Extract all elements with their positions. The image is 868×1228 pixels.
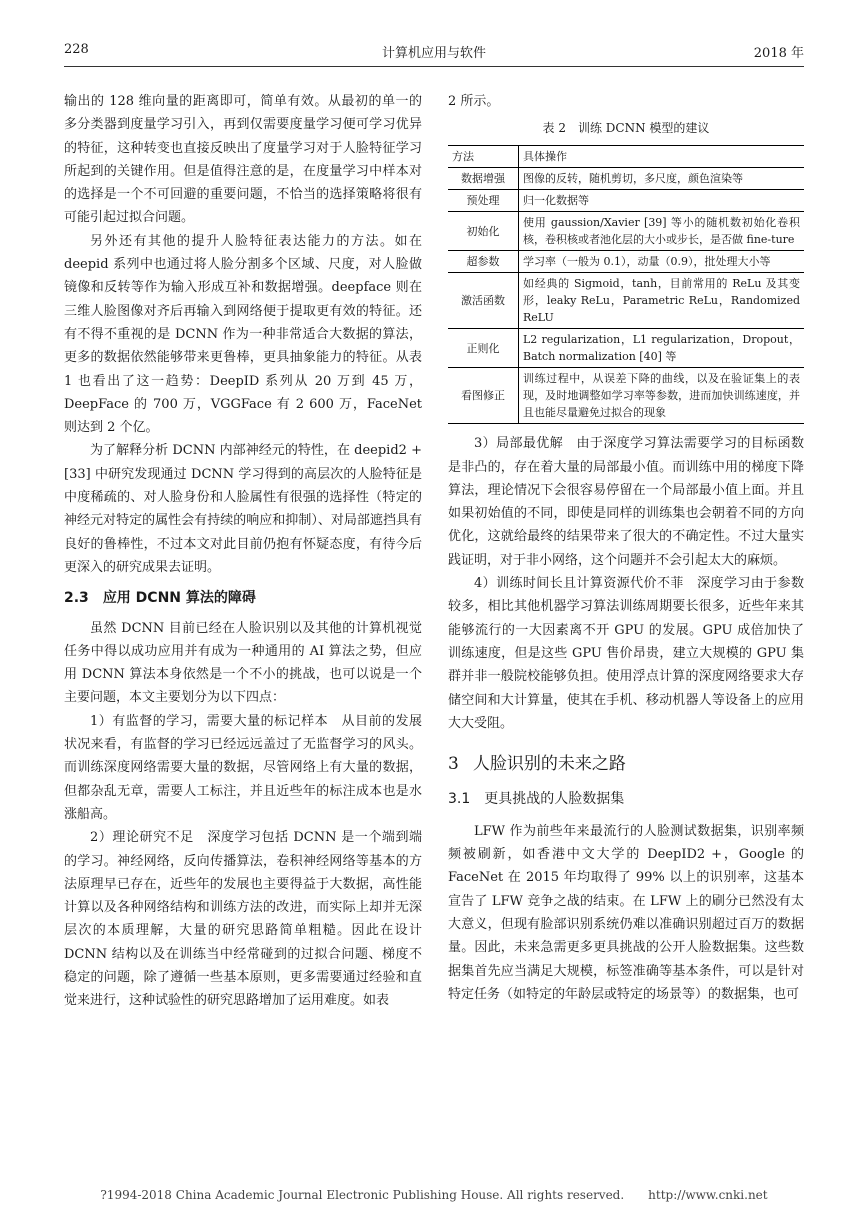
left-column [64,90,422,1013]
paragraph: 3）局部最优解 由于深度学习算法需要学习的目标函数是非凸的，存在着大量的局部最小值。而训练中用的梯度下降算法，理论情况下会很容易停留在一个局部最小值上面。并且如果初始值的不同，即使是同样的训练集也会朝着不同的方向优化，这就给最终的结果带来了很大的不确定性。不过大量实践证明，对于非小网络，这个问题并不会引起太大的麻烦。 [448,436,804,568]
paragraph: 2）理论研究不足 深度学习包括 DCNN 是一个端到端的学习。神经网络，反向传播算法，卷积神经网络等基本的方法原理早已存在，近些年的发展也主要得益于大数据，高性能计算以及各种网络结构和训练方法的改进，而实际上却并无深层次的本质理解，大量的研究思路简单粗糙。因此在设计 DCNN 结构以及在训练当中经常碰到的过拟合问题、梯度不稳定的问题，除了遵循一些基本原则，更多需要通过经验和直觉来进行，这种试验性的研究思路增加了运用难度。如表 [64,830,422,1009]
table-row [448,190,804,212]
table-header-method: 方法 [448,146,519,168]
paragraph: 为了解释分析 DCNN 内部神经元的特性，在 deepid2 + [33] 中研究发现通过 DCNN 学习得到的高层次的人脸特征是中度稀疏的、对人脸身份和人脸属性有很强的选择性（特定的神经元对特定的属性会有持续的响应和抑制）、对局部遮挡具有良好的鲁棒性，不过本文对此目前仍抱有怀疑态度，有待今后更深入的研究成果去证明。 [64,443,422,575]
table-row [448,168,804,190]
table-row [448,329,804,368]
table-cell-method: 正则化 [448,329,519,368]
section-heading [448,753,804,776]
table-cell-operation: 归一化数据等 [519,190,805,212]
copyright-footer: ?1994-2018 China Academic Journal Electronic Publishing House. All rights reserved. http://www.cnki.net [100,1188,768,1202]
issue-year: 2018 年 [753,46,804,61]
table-cell-operation: L2 regularization，L1 regularization，Dropout，Batch normalization [40] 等 [519,329,805,368]
table-cell-method: 激活函数 [448,273,519,329]
journal-title: 计算机应用与软件 [381,46,486,61]
table-caption: 表 2 训练 DCNN 模型的建议 [542,121,710,136]
table-cell-operation: 学习率（一般为 0.1），动量（0.9），批处理大小等 [519,251,805,273]
section-title: 人脸识别的未来之路 [472,754,626,775]
table-cell-method: 数据增强 [448,168,519,190]
section-title: 应用 DCNN 算法的障碍 [102,590,256,607]
paragraph: 4）训练时间长且计算资源代价不菲 深度学习由于参数较多，相比其他机器学习算法训练周期要长很多，近些年来其能够流行的一大因素离不开 GPU 的发展。GPU 成倍加快了训练速度，但是这些 GPU 售价昂贵，建立大规模的 GPU 集群并非一般院校能够负担。使用浮点计算的深度网络要求大存储空间和大计算量，使其在手机、移动机器人等设备上的应用大大受阻。 [448,576,804,731]
table-cell-method: 初始化 [448,212,519,251]
right-column [448,90,804,1006]
paragraph: 输出的 128 维向量的距离即可，简单有效。从最初的单一的多分类器到度量学习引入，再到仅需要度量学习便可学习优异的特征，这种转变也直接反映出了度量学习对于人脸特征学习所起到的关键作用。但是值得注意的是，在度量学习中样本对的选择是一个不可回避的重要问题，不恰当的选择策略将很有可能引起过拟合问题。 [64,94,422,226]
table-cell-operation: 如经典的 Sigmoid，tanh，目前常用的 ReLu 及其变形，leaky ReLu，Parametric ReLu，Randomized ReLU [519,273,805,329]
subsection-title: 更具挑战的人脸数据集 [484,791,625,808]
subsection-number: 3.1 [448,791,471,808]
table-cell-operation: 训练过程中，从误差下降的曲线，以及在验证集上的表现，及时地调整如学习率等参数，进而加快训练速度，并且也能尽量避免过拟合的现象 [519,368,805,424]
section-number: 3 [448,754,459,775]
table-cell-method: 超参数 [448,251,519,273]
table-row [448,212,804,251]
table-cell-operation: 使用 gaussion/Xavier [39] 等小的随机数初始化卷积核，卷积核或者池化层的大小或步长，是否做 fine-ture [519,212,805,251]
paragraph: 2 所示。 [448,94,500,109]
paragraph: 另外还有其他的提升人脸特征表达能力的方法。如在 deepid 系列中也通过将人脸分割多个区域、尺度，对人脸做镜像和反转等作为输入形成互补和数据增强。deepface 则在三维人脸图像对齐后再输入到网络便于提取更有效的特征。还有不得不重视的是 DCNN 作为一种非常适合大数据的算法，更多的数据依然能够带来更鲁棒，更具抽象能力的特征。从表 1 也看出了这一趋势：DeepID 系列从 20 万到 45 万，DeepFace 的 700 万，VGGFace 有 2 600 万，FaceNet 则达到 2 个亿。 [64,233,422,436]
section-number: 2.3 [64,590,89,607]
paragraph: LFW 作为前些年来最流行的人脸测试数据集，识别率频频被刷新，如香港中文大学的 DeepID2 +，Google 的 FaceNet 在 2015 年均取得了 99% 以上的识别率，这基本宣告了 LFW 竞争之战的结束。在 LFW 上的刷分已然没有太大意义，但现有脸部识别系统仍难以准确识别超过百万的数据量。因此，未来急需更多更具挑战的公开人脸数据集。这些数据集首先应当满足大规模，标签准确等基本条件，可以是针对特定任务（如特定的年龄层或特定的场景等）的数据集，也可 [448,823,804,1002]
table-row [448,368,804,424]
table-cell-operation: 图像的反转，随机剪切，多尺度，颜色渲染等 [519,168,805,190]
section-heading [64,587,422,610]
running-header [64,38,804,67]
paragraph: 虽然 DCNN 目前已经在人脸识别以及其他的计算机视觉任务中得以成功应用并有成为一种通用的 AI 算法之势，但应用 DCNN 算法本身依然是一个不小的挑战，也可以说是一个主要问题，本文主要划分为以下四点： [64,620,422,706]
table-cell-method: 看图修正 [448,368,519,424]
page-number: 228 [64,42,89,57]
table-row [448,251,804,273]
table-header-operation: 具体操作 [519,146,805,168]
table-row [448,273,804,329]
table-cell-method: 预处理 [448,190,519,212]
recommendations-table [448,145,804,424]
table-header-row [448,146,804,168]
subsection-heading [448,788,804,811]
paragraph: 1）有监督的学习，需要大量的标记样本 从目前的发展状况来看，有监督的学习已经远远盖过了无监督学习的风头。而训练深度网络需要大量的数据，尽管网络上有大量的数据，但都杂乱无章，需要人工标注，并且近些年的标注成本也是水涨船高。 [64,713,422,822]
